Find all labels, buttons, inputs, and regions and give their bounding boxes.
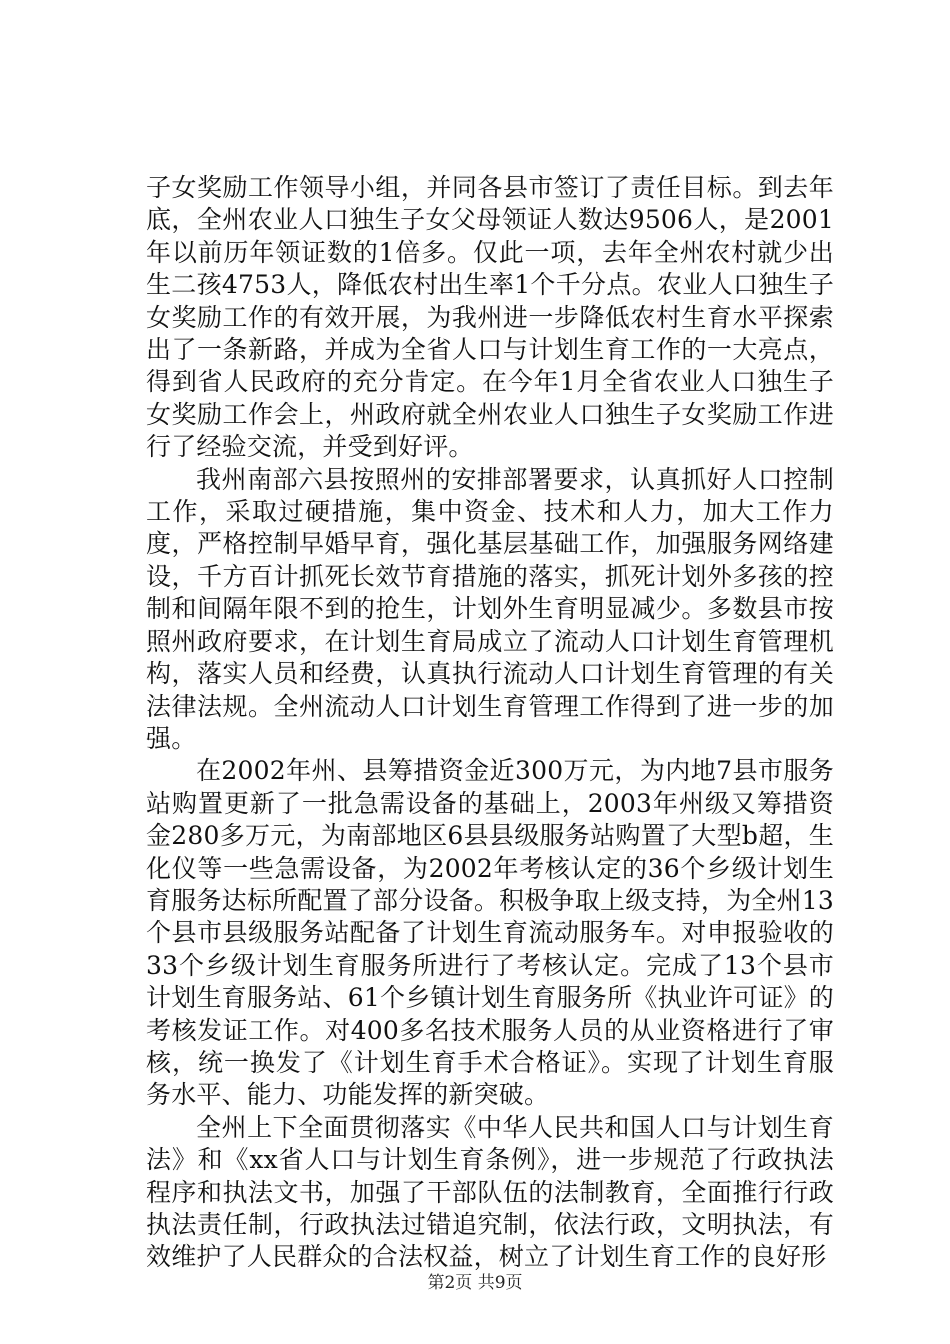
paragraph-4: 全州上下全面贯彻落实《中华人民共和国人口与计划生育法》和《xx省人口与计划生育条例》，进一步规范了行政执法程序和执法文书，加强了干部队伍的法制教育，全面推行行政执法责任制，行政执法过错追究制，依法行政，文明执法，有效维护了人民群众的合法权益，树立了计划生育工作的良好形 <box>146 1112 834 1272</box>
page-number-footer: 第2页 共9页 <box>427 1273 523 1293</box>
paragraph-1: 子女奖励工作领导小组，并同各县市签订了责任目标。到去年底，全州农业人口独生子女父母领证人数达9506人，是2001年以前历年领证数的1倍多。仅此一项，去年全州农村就少出生二孩4753人，降低农村出生率1个千分点。农业人口独生子女奖励工作的有效开展，为我州进一步降低农村生育水平探索出了一条新路，并成为全省人口与计划生育工作的一大亮点，得到省人民政府的充分肯定。在今年1月全省农业人口独生子女奖励工作会上，州政府就全州农业人口独生子女奖励工作进行了经验交流，并受到好评。 <box>146 173 834 462</box>
paragraph-3: 在2002年州、县筹措资金近300万元，为内地7县市服务站购置更新了一批急需设备的基础上，2003年州级又筹措资金280多万元，为南部地区6县县级服务站购置了大型b超，生化仪等一些急需设备，为2002年考核认定的36个乡级计划生育服务达标所配置了部分设备。积极争取上级支持，为全州13个县市县级服务站配备了计划生育流动服务车。对申报验收的33个乡级计划生育服务所进行了考核认定。完成了13个县市计划生育服务站、61个乡镇计划生育服务所《执业许可证》的考核发证工作。对400多名技术服务人员的从业资格进行了审核，统一换发了《计划生育手术合格证》。实现了计划生育服务水平、能力、功能发挥的新突破。 <box>146 756 834 1110</box>
paragraph-2: 我州南部六县按照州的安排部署要求，认真抓好人口控制工作，采取过硬措施，集中资金、技术和人力，加大工作力度，严格控制早婚早育，强化基层基础工作，加强服务网络建设，千方百计抓死长效节育措施的落实，抓死计划外多孩的控制和间隔年限不到的抢生，计划外生育明显减少。多数县市按照州政府要求，在计划生育局成立了流动人口计划生育管理机构，落实人员和经费，认真执行流动人口计划生育管理的有关法律法规。全州流动人口计划生育管理工作得到了进一步的加强。 <box>146 464 834 753</box>
document-body <box>146 172 834 1274</box>
